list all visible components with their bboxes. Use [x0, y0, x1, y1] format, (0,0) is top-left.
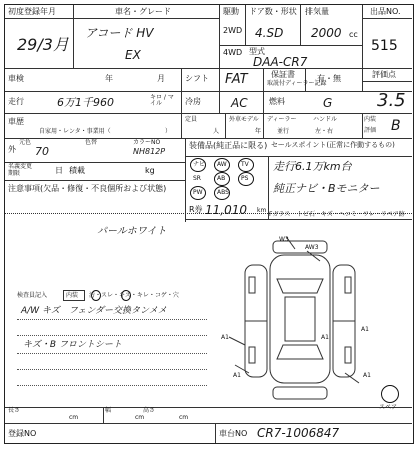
r-unit: km	[257, 207, 267, 214]
interior-value: B	[391, 118, 401, 134]
remarks-note: パールホワイト	[97, 226, 167, 237]
width-unit: cm	[135, 414, 145, 421]
divider	[263, 68, 264, 138]
equipment-circle-mark	[190, 186, 206, 200]
history-sub: 自家用・レンタ・事業用（	[39, 128, 111, 135]
displacement-label: 排気量	[305, 7, 329, 16]
ext-model-unit: 年	[255, 128, 262, 135]
r-value: 11,010	[205, 203, 247, 217]
spare-tire-icon	[381, 385, 399, 403]
divider	[103, 407, 104, 423]
divider	[5, 407, 412, 408]
equipment-circle-mark	[214, 186, 230, 200]
equipment-item: PW	[193, 189, 203, 196]
equipment-item: AW	[217, 161, 227, 168]
divider	[5, 180, 185, 181]
car-name-label: 車名・グレード	[115, 7, 171, 16]
equipment-item: PS	[241, 175, 249, 182]
divider	[219, 5, 220, 68]
model-label: 型式	[249, 47, 265, 56]
equipment-title: 装備品(純正品に限る)	[189, 141, 268, 150]
load-label: 積載	[69, 166, 85, 175]
divider	[362, 81, 412, 82]
grade-value: EX	[125, 48, 141, 62]
divider	[219, 68, 220, 113]
dealer-label: ディーラー	[267, 116, 297, 123]
color-code-label: カラーNO	[133, 139, 161, 146]
name-change-sub: 期限	[8, 170, 21, 177]
circle-mark	[121, 290, 131, 301]
divider	[181, 68, 182, 138]
note-line	[17, 385, 207, 386]
divider	[5, 423, 412, 424]
dealer-sub: 並行	[277, 128, 290, 135]
exterior-label: 外	[8, 145, 16, 154]
equipment-circle-mark	[214, 172, 230, 186]
divider	[5, 68, 412, 69]
damage-mark: AW3	[305, 244, 319, 251]
inspection-label: 車検	[8, 74, 24, 83]
mileage-unit: キロ / マイル	[150, 94, 174, 107]
equipment-item: ナビ	[193, 161, 206, 168]
door-label: ドア数・形状	[249, 7, 297, 16]
width-label: 幅	[105, 407, 112, 414]
car-diagram	[225, 237, 385, 405]
mileage-value: 6万1千960	[57, 96, 114, 109]
damage-mark: A1	[361, 326, 369, 333]
height-unit: cm	[179, 414, 189, 421]
inspector-label: 検査員記入	[17, 292, 48, 299]
drive-4wd: 4WD	[223, 48, 243, 57]
displacement-value: 2000	[311, 26, 342, 40]
spare-label: スペア	[379, 404, 398, 411]
lot-value: 515	[371, 38, 398, 54]
glass-label: Fガラス	[269, 211, 291, 218]
month-label: 月	[157, 74, 165, 83]
equipment-item: AB	[217, 175, 226, 182]
inspector-note-1: A/W キズ フェンダー交換タンメメ	[21, 306, 167, 316]
mileage-label: 走行	[8, 97, 24, 106]
damage-mark: A1	[363, 372, 371, 379]
color-label: 元色	[19, 139, 32, 146]
divider	[219, 45, 362, 46]
divider	[225, 113, 226, 138]
history-close: ）	[165, 128, 172, 135]
note-line	[17, 319, 207, 320]
name-change-label: 名義変更	[8, 163, 33, 170]
damage-mark: A1	[321, 334, 329, 341]
divider	[362, 113, 363, 138]
divider	[5, 18, 219, 19]
equipment-circle-mark	[238, 158, 254, 172]
divider	[245, 5, 246, 45]
fuel-value: G	[323, 96, 333, 110]
damage-mark: A1	[221, 334, 229, 341]
inspector-keys: 汚・スレ・キズ・キレ・コゲ・穴	[89, 292, 179, 299]
chassis-label: 車台NO	[219, 429, 248, 438]
shift-label: シフト	[185, 74, 209, 83]
height-label: 高さ	[143, 407, 156, 414]
door-value: 4.SD	[255, 26, 284, 40]
length-label: 長さ	[8, 407, 21, 414]
divider	[185, 156, 412, 157]
drive-2wd: 2WD	[223, 26, 243, 35]
date-unit: 日	[55, 166, 63, 175]
note-line	[17, 353, 207, 354]
divider	[300, 5, 301, 45]
remarks-label: 注意事項(欠品・修復・不良個所および状態)	[8, 184, 167, 193]
damage-mark: A1	[233, 372, 241, 379]
divider	[185, 219, 412, 220]
equipment-circle-mark	[214, 158, 230, 172]
equipment-item: TV	[241, 161, 249, 168]
drive-label: 駆動	[223, 7, 239, 16]
auction-sheet	[4, 4, 414, 444]
damage-mark: W3	[279, 236, 289, 243]
inspector-note-2: キズ・B フロントシート	[23, 340, 122, 350]
handle-label: ハンドル	[313, 116, 338, 123]
color-value: 70	[35, 145, 49, 158]
color-code-value: NH812P	[133, 147, 166, 156]
inspector-interior-label: 内装	[66, 292, 79, 299]
selling-point-2: 純正ナビ・Bモニター	[273, 182, 380, 195]
selling-point-1: 走行6.1万km台	[273, 160, 352, 173]
ext-model-label: 外車モデル	[229, 116, 259, 123]
divider	[215, 423, 216, 443]
equipment-item: SR	[193, 175, 201, 182]
lot-label: 出品NO.	[370, 7, 401, 16]
fuel-label: 燃料	[269, 97, 285, 106]
note-line	[17, 335, 207, 336]
year-label: 年	[105, 74, 113, 83]
equipment-item: ABS	[217, 189, 229, 196]
color-change-label: 色替	[85, 139, 98, 146]
equipment-circle-mark	[238, 172, 254, 186]
handle-value: 左・右	[315, 128, 334, 135]
note-line	[17, 369, 207, 370]
circle-mark	[91, 290, 101, 301]
shift-value: FAT	[225, 72, 248, 87]
interior-sub: 評価	[364, 127, 377, 134]
first-reg-label: 初度登録年月	[8, 7, 56, 16]
score-value: 3.5	[377, 90, 406, 111]
displacement-unit: cc	[349, 30, 358, 39]
chassis-value: CR7-1006847	[257, 426, 340, 440]
selling-points-title: セールスポイント(正常に作動するもの)	[271, 141, 395, 149]
equipment-circle-mark	[190, 158, 206, 172]
capacity-unit: 人	[213, 128, 220, 135]
history-label: 車歴	[8, 117, 24, 126]
first-reg-value: 29/3月	[17, 35, 69, 54]
score-label: 評価点	[372, 70, 396, 79]
divider	[73, 5, 74, 68]
divider	[362, 18, 412, 19]
warranty-sub: 取説付ディーラー記録	[267, 80, 327, 87]
warranty-value: 有・無	[317, 74, 341, 83]
divider	[5, 113, 412, 114]
load-unit: kg	[145, 166, 155, 175]
damage-legend: トビ石・キズ・ヘコミ・ワレ・リペア跡	[297, 211, 405, 218]
warranty-label: 保証書	[271, 70, 295, 79]
divider	[268, 156, 269, 219]
reg-no-label: 登録NO	[8, 429, 37, 438]
capacity-label: 定員	[185, 116, 198, 123]
car-name-value: アコード HV	[85, 26, 154, 40]
divider	[5, 138, 412, 139]
ac-value: AC	[231, 96, 248, 110]
divider	[5, 91, 412, 92]
divider	[5, 162, 185, 163]
r-label: R券	[189, 205, 203, 214]
model-value: DAA-CR7	[253, 55, 308, 69]
divider	[185, 138, 186, 222]
interior-label: 内装	[364, 116, 377, 123]
ac-label: 冷房	[185, 97, 201, 106]
length-unit: cm	[69, 414, 79, 421]
